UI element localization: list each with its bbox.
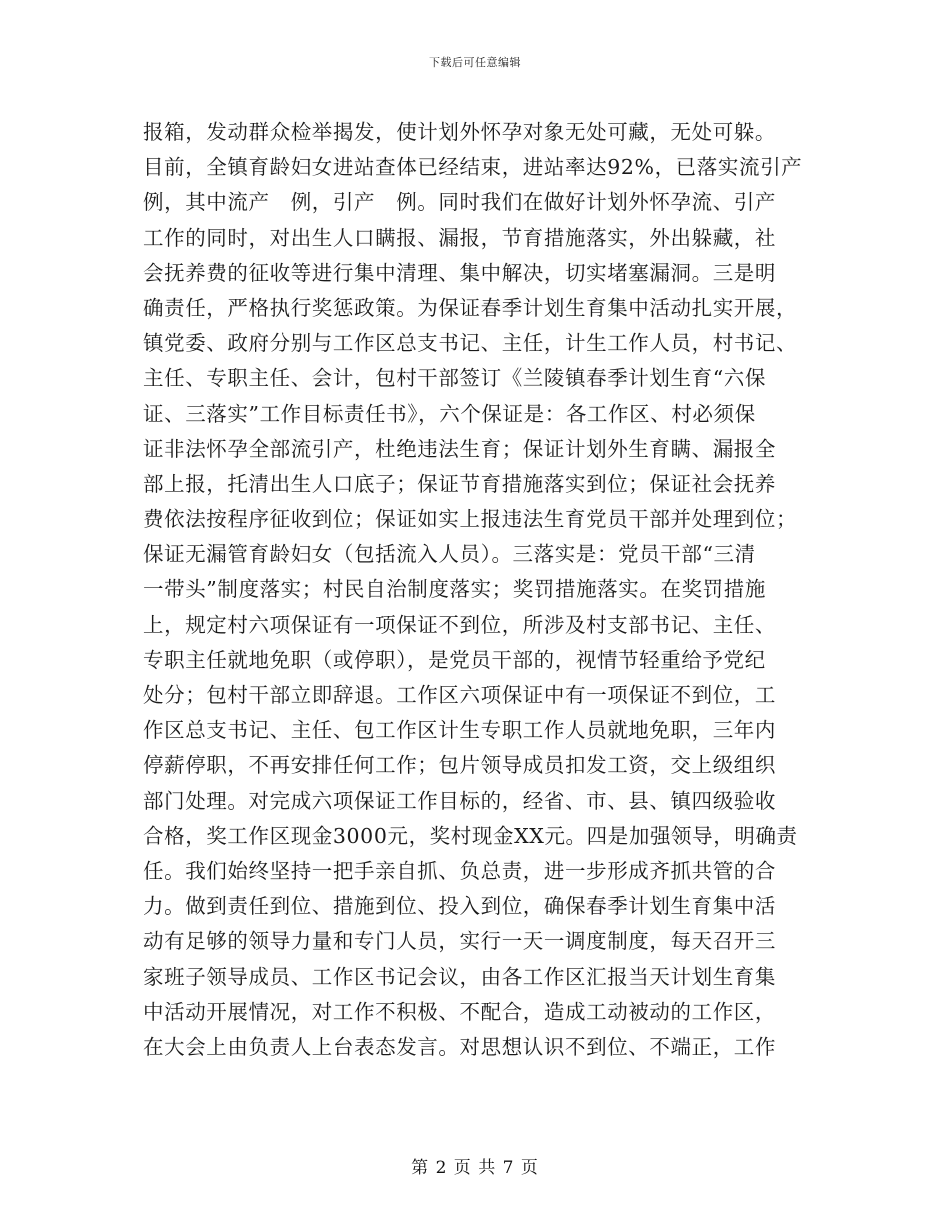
text-line: 力。做到责任到位、措施到位、投入到位，确保春季计划生育集中活 (143, 894, 776, 919)
text-line: 动有足够的领导力量和专门人员，实行一天一调度制度，每天召开三 (143, 929, 776, 954)
text-line: 在大会上由负责人上台表态发言。对思想认识不到位、不端正，工作 (143, 1034, 776, 1059)
text-line: 处分；包村干部立即辞退。工作区六项保证中有一项保证不到位，工 (143, 683, 776, 707)
text-line: 作区总支书记、主任、包工作区计生专职工作人员就地免职，三年内 (143, 718, 776, 743)
text-line: 费依法按程序征收到位；保证如实上报违法生育党员干部并处理到位； (143, 507, 798, 532)
text-line: 主任、专职主任、会计，包村干部签订《兰陵镇春季计划生育“六保 (143, 366, 766, 391)
text-line: 一带头”制度落实；村民自治制度落实；奖罚措施落实。在奖罚措施 (143, 577, 766, 602)
text-line: 停薪停职，不再安排任何工作；包片领导成员扣发工资，交上级组织 (143, 753, 776, 778)
text-line: 合格，奖工作区现金3000元，奖村现金XX元。四是加强领导，明确责 (143, 823, 798, 848)
text-line: 家班子领导成员、工作区书记会议，由各工作区汇报当天计划生育集 (143, 964, 776, 989)
text-line: 保证无漏管育龄妇女（包括流入人员）。三落实是：党员干部“三清 (143, 542, 756, 567)
text-line: 中活动开展情况，对工作不积极、不配合，造成工动被动的工作区， (143, 999, 776, 1024)
text-line: 会抚养费的征收等进行集中清理、集中解决，切实堵塞漏洞。三是明 (143, 260, 776, 285)
page-number: 第 2 页 共 7 页 (411, 1158, 539, 1178)
text-line: 上，规定村六项保证有一项保证不到位，所涉及村支部书记、主任、 (143, 612, 776, 637)
text-line: 确责任，严格执行奖惩政策。为保证春季计划生育集中活动扎实开展， (143, 295, 798, 320)
text-line: 部门处理。对完成六项保证工作目标的，经省、市、县、镇四级验收 (143, 788, 776, 813)
text-line: 专职主任就地免职（或停职），是党员干部的，视情节轻重给予党纪 (143, 647, 766, 672)
text-line: 任。我们始终坚持一把手亲自抓、负总责，进一步形成齐抓共管的合 (143, 858, 776, 883)
text-line: 证非法怀孕全部流引产，杜绝违法生育；保证计划外生育瞒、漏报全 (143, 436, 776, 461)
header-note: 下载后可任意编辑 (429, 56, 521, 69)
text-line: 例，其中流产 例，引产 例。同时我们在做好计划外怀孕流、引产 (143, 190, 776, 215)
text-line: 证、三落实”工作目标责任书》，六个保证是：各工作区、村必须保 (143, 401, 756, 426)
text-line: 部上报，托清出生人口底子；保证节育措施落实到位；保证社会抚养 (143, 471, 776, 496)
text-line: 目前，全镇育龄妇女进站查体已经结束，进站率达92%，已落实流引产 (143, 155, 803, 180)
text-line: 报箱，发动群众检举揭发，使计划外怀孕对象无处可藏，无处可躲。 (143, 120, 776, 144)
text-line: 镇党委、政府分别与工作区总支书记、主任，计生工作人员，村书记、 (143, 331, 798, 356)
text-line: 工作的同时，对出生人口瞒报、漏报，节育措施落实，外出躲藏，社 (143, 225, 776, 250)
body-text (143, 115, 818, 1065)
